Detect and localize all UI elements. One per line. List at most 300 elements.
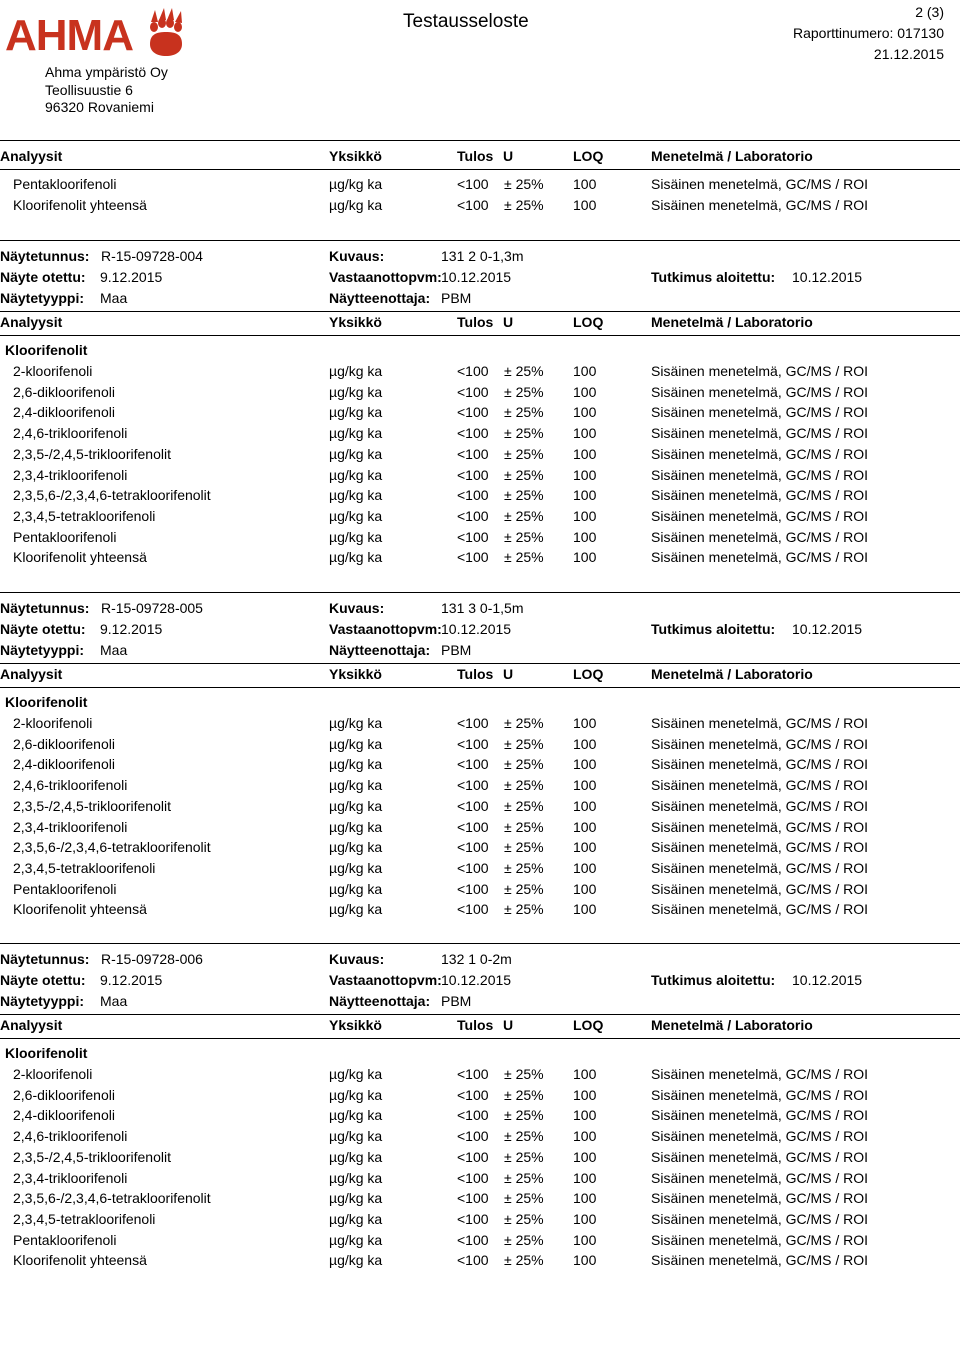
- analyte-name: Pentakloorifenoli: [13, 880, 117, 897]
- loq-cell: 100: [573, 528, 597, 545]
- page-number: 2 (3): [915, 4, 944, 20]
- column-unit: Yksikkö: [329, 1017, 382, 1033]
- column-method: Menetelmä / Laboratorio: [651, 1017, 813, 1033]
- divider-line: [0, 943, 960, 944]
- sampler-label: Näytteenottaja:: [329, 642, 431, 658]
- table-row: [0, 756, 960, 777]
- table-row: [0, 1232, 960, 1253]
- analyte-name: 2,3,4,5-tetrakloorifenoli: [13, 507, 156, 524]
- analyte-name: 2,4,6-trikloorifenoli: [13, 1128, 128, 1145]
- loq-cell: 100: [573, 1252, 597, 1269]
- method-cell: Sisäinen menetelmä, GC/MS / ROI: [651, 901, 869, 918]
- loq-cell: 100: [573, 859, 597, 876]
- logo-wordmark: AHMA: [5, 11, 133, 60]
- result-cell: <100: [457, 466, 489, 483]
- loq-cell: 100: [573, 425, 597, 442]
- company-postal: 96320 Rovaniemi: [45, 99, 154, 115]
- table-row: [0, 798, 960, 819]
- loq-cell: 100: [573, 1086, 597, 1103]
- analyte-name: 2,3,4,5-tetrakloorifenoli: [13, 1210, 156, 1227]
- method-cell: Sisäinen menetelmä, GC/MS / ROI: [651, 404, 869, 421]
- method-cell: Sisäinen menetelmä, GC/MS / ROI: [651, 445, 869, 462]
- result-cell: <100: [457, 1210, 489, 1227]
- uncertainty-cell: ± 25%: [504, 818, 544, 835]
- analyte-name: Pentakloorifenoli: [13, 1231, 117, 1248]
- result-cell: <100: [457, 1107, 489, 1124]
- loq-cell: 100: [573, 1210, 597, 1227]
- loq-cell: 100: [573, 1231, 597, 1248]
- result-cell: <100: [457, 507, 489, 524]
- analyte-name: Kloorifenolit yhteensä: [13, 901, 147, 918]
- analyte-name: 2,3,4-trikloorifenoli: [13, 466, 128, 483]
- table-row: [0, 1211, 960, 1232]
- loq-cell: 100: [573, 797, 597, 814]
- sample-id-value: R-15-09728-005: [101, 600, 203, 616]
- result-cell: <100: [457, 839, 489, 856]
- method-cell: Sisäinen menetelmä, GC/MS / ROI: [651, 1252, 869, 1269]
- table-row: [0, 467, 960, 488]
- method-cell: Sisäinen menetelmä, GC/MS / ROI: [651, 507, 869, 524]
- divider-line: [0, 169, 960, 170]
- table-row: [0, 1149, 960, 1170]
- method-cell: Sisäinen menetelmä, GC/MS / ROI: [651, 1066, 869, 1082]
- loq-cell: 100: [573, 507, 597, 524]
- method-cell: Sisäinen menetelmä, GC/MS / ROI: [651, 1231, 869, 1248]
- result-cell: <100: [457, 1148, 489, 1165]
- column-result: Tulos: [457, 148, 494, 164]
- method-cell: Sisäinen menetelmä, GC/MS / ROI: [651, 549, 869, 566]
- unit-cell: µg/kg ka: [329, 756, 383, 773]
- column-header-row: [0, 314, 960, 335]
- loq-cell: 100: [573, 1066, 597, 1082]
- report-number: Raporttinumero: 017130: [793, 25, 944, 41]
- uncertainty-cell: ± 25%: [504, 756, 544, 773]
- analyte-name: 2,4,6-trikloorifenoli: [13, 777, 128, 794]
- analyte-name: Kloorifenolit yhteensä: [13, 197, 147, 213]
- table-row: [0, 404, 960, 425]
- column-loq: LOQ: [573, 148, 604, 164]
- table-row: [0, 839, 960, 860]
- analyte-name: 2,3,5,6-/2,3,4,6-tetrakloorifenolit: [13, 1190, 211, 1207]
- loq-cell: 100: [573, 197, 597, 213]
- unit-cell: µg/kg ka: [329, 1210, 383, 1227]
- company-street: Teollisuustie 6: [45, 81, 133, 98]
- sample-id-label: Näytetunnus:: [0, 248, 90, 264]
- method-cell: Sisäinen menetelmä, GC/MS / ROI: [651, 1086, 869, 1103]
- column-analyte: Analyysit: [0, 148, 63, 164]
- received-label: Vastaanottopvm:: [329, 621, 442, 637]
- divider-line: [0, 663, 960, 664]
- column-uncertainty: U: [503, 1017, 514, 1033]
- group-title: Kloorifenolit: [5, 342, 88, 358]
- column-method: Menetelmä / Laboratorio: [651, 666, 813, 682]
- result-cell: <100: [457, 880, 489, 897]
- sampled-label: Näyte otettu:: [0, 621, 86, 637]
- uncertainty-cell: ± 25%: [504, 404, 544, 421]
- table-row: [0, 1170, 960, 1191]
- column-uncertainty: U: [503, 148, 514, 164]
- analyte-name: Kloorifenolit yhteensä: [13, 1252, 147, 1269]
- sampled-label: Näyte otettu:: [0, 972, 86, 988]
- unit-cell: µg/kg ka: [329, 1190, 383, 1207]
- table-row: [0, 176, 960, 197]
- analyte-name: 2-kloorifenoli: [13, 715, 93, 731]
- table-row: [0, 446, 960, 467]
- analyte-name: 2,4-dikloorifenoli: [13, 756, 115, 773]
- analyte-name: 2,3,4,5-tetrakloorifenoli: [13, 859, 156, 876]
- sample-type-label: Näytetyyppi:: [0, 993, 85, 1009]
- group-title: Kloorifenolit: [5, 1045, 88, 1061]
- result-cell: <100: [457, 197, 489, 213]
- sampled-value: 9.12.2015: [100, 972, 163, 988]
- column-loq: LOQ: [573, 1017, 604, 1033]
- result-cell: <100: [457, 1066, 489, 1082]
- unit-cell: µg/kg ka: [329, 404, 383, 421]
- unit-cell: µg/kg ka: [329, 797, 383, 814]
- analyte-name: 2,3,5,6-/2,3,4,6-tetrakloorifenolit: [13, 487, 211, 504]
- result-cell: <100: [457, 735, 489, 752]
- result-cell: <100: [457, 528, 489, 545]
- unit-cell: µg/kg ka: [329, 839, 383, 856]
- table-row: [0, 1107, 960, 1128]
- sample-meta-row-2: [0, 269, 960, 290]
- loq-cell: 100: [573, 487, 597, 504]
- result-cell: <100: [457, 1231, 489, 1248]
- uncertainty-cell: ± 25%: [504, 466, 544, 483]
- divider-line: [0, 335, 960, 336]
- result-cell: <100: [457, 797, 489, 814]
- unit-cell: µg/kg ka: [329, 425, 383, 442]
- uncertainty-cell: ± 25%: [504, 197, 544, 213]
- column-uncertainty: U: [503, 314, 514, 330]
- unit-cell: µg/kg ka: [329, 735, 383, 752]
- loq-cell: 100: [573, 1190, 597, 1207]
- method-cell: Sisäinen menetelmä, GC/MS / ROI: [651, 425, 869, 442]
- method-cell: Sisäinen menetelmä, GC/MS / ROI: [651, 1128, 869, 1145]
- table-row: [0, 1087, 960, 1108]
- description-value: 132 1 0-2m: [441, 951, 512, 967]
- table-row: [0, 715, 960, 736]
- received-label: Vastaanottopvm:: [329, 972, 442, 988]
- unit-cell: µg/kg ka: [329, 901, 383, 918]
- sampled-label: Näyte otettu:: [0, 269, 86, 285]
- uncertainty-cell: ± 25%: [504, 425, 544, 442]
- uncertainty-cell: ± 25%: [504, 1066, 544, 1082]
- loq-cell: 100: [573, 715, 597, 731]
- received-label: Vastaanottopvm:: [329, 269, 442, 285]
- method-cell: Sisäinen menetelmä, GC/MS / ROI: [651, 818, 869, 835]
- method-cell: Sisäinen menetelmä, GC/MS / ROI: [651, 1210, 869, 1227]
- loq-cell: 100: [573, 818, 597, 835]
- column-analyte: Analyysit: [0, 666, 63, 682]
- divider-line: [0, 311, 960, 312]
- sampler-label: Näytteenottaja:: [329, 993, 431, 1009]
- method-cell: Sisäinen menetelmä, GC/MS / ROI: [651, 859, 869, 876]
- description-label: Kuvaus:: [329, 248, 385, 264]
- uncertainty-cell: ± 25%: [504, 528, 544, 545]
- uncertainty-cell: ± 25%: [504, 1169, 544, 1186]
- uncertainty-cell: ± 25%: [504, 715, 544, 731]
- table-row: [0, 425, 960, 446]
- analyte-name: 2,6-dikloorifenoli: [13, 1086, 115, 1103]
- result-cell: <100: [457, 383, 489, 400]
- method-cell: Sisäinen menetelmä, GC/MS / ROI: [651, 735, 869, 752]
- loq-cell: 100: [573, 1128, 597, 1145]
- description-label: Kuvaus:: [329, 951, 385, 967]
- sample-meta-row-2: [0, 621, 960, 642]
- analyte-name: Kloorifenolit yhteensä: [13, 549, 147, 566]
- uncertainty-cell: ± 25%: [504, 445, 544, 462]
- uncertainty-cell: ± 25%: [504, 1252, 544, 1269]
- divider-line: [0, 1014, 960, 1015]
- table-row: [0, 549, 960, 570]
- result-cell: <100: [457, 487, 489, 504]
- method-cell: Sisäinen menetelmä, GC/MS / ROI: [651, 756, 869, 773]
- page-info: [793, 2, 944, 65]
- column-result: Tulos: [457, 666, 494, 682]
- result-cell: <100: [457, 549, 489, 566]
- document-title: Testausseloste: [403, 11, 529, 32]
- analyte-name: 2,3,5-/2,4,5-trikloorifenolit: [13, 797, 171, 814]
- uncertainty-cell: ± 25%: [504, 487, 544, 504]
- analyte-name: 2-kloorifenoli: [13, 363, 93, 379]
- loq-cell: 100: [573, 1107, 597, 1124]
- result-cell: <100: [457, 1128, 489, 1145]
- sample-id-label: Näytetunnus:: [0, 600, 90, 616]
- method-cell: Sisäinen menetelmä, GC/MS / ROI: [651, 1107, 869, 1124]
- loq-cell: 100: [573, 445, 597, 462]
- study-started-value: 10.12.2015: [792, 972, 863, 988]
- column-unit: Yksikkö: [329, 314, 382, 330]
- method-cell: Sisäinen menetelmä, GC/MS / ROI: [651, 363, 869, 379]
- column-uncertainty: U: [503, 666, 514, 682]
- uncertainty-cell: ± 25%: [504, 901, 544, 918]
- report-date: 21.12.2015: [873, 46, 944, 62]
- analyte-name: 2,4-dikloorifenoli: [13, 1107, 115, 1124]
- analyte-name: 2,4,6-trikloorifenoli: [13, 425, 128, 442]
- received-value: 10.12.2015: [441, 972, 512, 988]
- analyte-name: 2-kloorifenoli: [13, 1066, 93, 1082]
- method-cell: Sisäinen menetelmä, GC/MS / ROI: [651, 176, 869, 192]
- loq-cell: 100: [573, 756, 597, 773]
- uncertainty-cell: ± 25%: [504, 383, 544, 400]
- unit-cell: µg/kg ka: [329, 487, 383, 504]
- loq-cell: 100: [573, 383, 597, 400]
- unit-cell: µg/kg ka: [329, 549, 383, 566]
- method-cell: Sisäinen menetelmä, GC/MS / ROI: [651, 880, 869, 897]
- uncertainty-cell: ± 25%: [504, 549, 544, 566]
- unit-cell: µg/kg ka: [329, 880, 383, 897]
- uncertainty-cell: ± 25%: [504, 797, 544, 814]
- result-cell: <100: [457, 363, 489, 379]
- unit-cell: µg/kg ka: [329, 1107, 383, 1124]
- loq-cell: 100: [573, 777, 597, 794]
- table-row: [0, 529, 960, 550]
- table-row: [0, 736, 960, 757]
- method-cell: Sisäinen menetelmä, GC/MS / ROI: [651, 777, 869, 794]
- loq-cell: 100: [573, 466, 597, 483]
- table-row: [0, 1190, 960, 1211]
- result-cell: <100: [457, 1190, 489, 1207]
- uncertainty-cell: ± 25%: [504, 839, 544, 856]
- unit-cell: µg/kg ka: [329, 715, 383, 731]
- sample-meta-row-1: [0, 248, 960, 269]
- column-unit: Yksikkö: [329, 666, 382, 682]
- sampled-value: 9.12.2015: [100, 621, 163, 637]
- unit-cell: µg/kg ka: [329, 383, 383, 400]
- sample-meta-row-3: [0, 993, 960, 1014]
- sample-id-value: R-15-09728-006: [101, 951, 203, 967]
- sample-type-value: Maa: [100, 290, 128, 306]
- unit-cell: µg/kg ka: [329, 1128, 383, 1145]
- method-cell: Sisäinen menetelmä, GC/MS / ROI: [651, 1169, 869, 1186]
- study-started-label: Tutkimus aloitettu:: [651, 269, 776, 285]
- table-row: [0, 881, 960, 902]
- result-cell: <100: [457, 859, 489, 876]
- analyte-name: 2,4-dikloorifenoli: [13, 404, 115, 421]
- uncertainty-cell: ± 25%: [504, 859, 544, 876]
- unit-cell: µg/kg ka: [329, 777, 383, 794]
- method-cell: Sisäinen menetelmä, GC/MS / ROI: [651, 528, 869, 545]
- table-row: [0, 363, 960, 384]
- unit-cell: µg/kg ka: [329, 507, 383, 524]
- description-value: 131 2 0-1,3m: [441, 248, 524, 264]
- column-header-row: [0, 148, 960, 169]
- loq-cell: 100: [573, 404, 597, 421]
- divider-line: [0, 140, 960, 141]
- ahma-logo: [5, 8, 205, 60]
- loq-cell: 100: [573, 549, 597, 566]
- study-started-value: 10.12.2015: [792, 269, 863, 285]
- column-result: Tulos: [457, 314, 494, 330]
- result-cell: <100: [457, 404, 489, 421]
- loq-cell: 100: [573, 1148, 597, 1165]
- loq-cell: 100: [573, 735, 597, 752]
- divider-line: [0, 592, 960, 593]
- uncertainty-cell: ± 25%: [504, 507, 544, 524]
- result-cell: <100: [457, 1169, 489, 1186]
- loq-cell: 100: [573, 176, 597, 192]
- method-cell: Sisäinen menetelmä, GC/MS / ROI: [651, 1190, 869, 1207]
- uncertainty-cell: ± 25%: [504, 1210, 544, 1227]
- method-cell: Sisäinen menetelmä, GC/MS / ROI: [651, 487, 869, 504]
- method-cell: Sisäinen menetelmä, GC/MS / ROI: [651, 1148, 869, 1165]
- unit-cell: µg/kg ka: [329, 1148, 383, 1165]
- sample-meta-row-1: [0, 951, 960, 972]
- column-result: Tulos: [457, 1017, 494, 1033]
- paw-icon: [145, 8, 189, 60]
- sampled-value: 9.12.2015: [100, 269, 163, 285]
- analyte-name: 2,3,4-trikloorifenoli: [13, 818, 128, 835]
- table-row: [0, 1252, 960, 1273]
- loq-cell: 100: [573, 1169, 597, 1186]
- company-address: [45, 64, 168, 117]
- uncertainty-cell: ± 25%: [504, 1107, 544, 1124]
- table-row: [0, 197, 960, 218]
- unit-cell: µg/kg ka: [329, 859, 383, 876]
- sample-meta-row-1: [0, 600, 960, 621]
- loq-cell: 100: [573, 880, 597, 897]
- received-value: 10.12.2015: [441, 269, 512, 285]
- sampler-value: PBM: [441, 290, 472, 306]
- divider-line: [0, 240, 960, 241]
- study-started-label: Tutkimus aloitettu:: [651, 972, 776, 988]
- table-row: [0, 819, 960, 840]
- method-cell: Sisäinen menetelmä, GC/MS / ROI: [651, 197, 869, 213]
- study-started-value: 10.12.2015: [792, 621, 863, 637]
- sample-meta-row-3: [0, 642, 960, 663]
- received-value: 10.12.2015: [441, 621, 512, 637]
- unit-cell: µg/kg ka: [329, 1066, 383, 1082]
- method-cell: Sisäinen menetelmä, GC/MS / ROI: [651, 466, 869, 483]
- result-cell: <100: [457, 1252, 489, 1269]
- uncertainty-cell: ± 25%: [504, 1190, 544, 1207]
- table-row: [0, 1128, 960, 1149]
- result-cell: <100: [457, 425, 489, 442]
- uncertainty-cell: ± 25%: [504, 363, 544, 379]
- sampler-label: Näytteenottaja:: [329, 290, 431, 306]
- column-loq: LOQ: [573, 314, 604, 330]
- description-label: Kuvaus:: [329, 600, 385, 616]
- study-started-label: Tutkimus aloitettu:: [651, 621, 776, 637]
- sample-meta-row-3: [0, 290, 960, 311]
- table-row: [0, 901, 960, 922]
- uncertainty-cell: ± 25%: [504, 1086, 544, 1103]
- analyte-name: 2,6-dikloorifenoli: [13, 383, 115, 400]
- method-cell: Sisäinen menetelmä, GC/MS / ROI: [651, 839, 869, 856]
- description-value: 131 3 0-1,5m: [441, 600, 524, 616]
- result-cell: <100: [457, 818, 489, 835]
- sample-type-label: Näytetyyppi:: [0, 290, 85, 306]
- uncertainty-cell: ± 25%: [504, 1128, 544, 1145]
- report-header: [0, 0, 960, 140]
- method-cell: Sisäinen menetelmä, GC/MS / ROI: [651, 797, 869, 814]
- unit-cell: µg/kg ka: [329, 363, 383, 379]
- method-cell: Sisäinen menetelmä, GC/MS / ROI: [651, 715, 869, 731]
- analyte-name: Pentakloorifenoli: [13, 176, 117, 192]
- sample-type-value: Maa: [100, 642, 128, 658]
- loq-cell: 100: [573, 839, 597, 856]
- sampler-value: PBM: [441, 993, 472, 1009]
- column-header-row: [0, 1017, 960, 1038]
- sample-type-value: Maa: [100, 993, 128, 1009]
- table-row: [0, 860, 960, 881]
- sample-meta-row-2: [0, 972, 960, 993]
- unit-cell: µg/kg ka: [329, 1231, 383, 1248]
- uncertainty-cell: ± 25%: [504, 176, 544, 192]
- result-cell: <100: [457, 715, 489, 731]
- column-analyte: Analyysit: [0, 1017, 63, 1033]
- result-cell: <100: [457, 1086, 489, 1103]
- table-row: [0, 1066, 960, 1087]
- loq-cell: 100: [573, 363, 597, 379]
- unit-cell: µg/kg ka: [329, 1086, 383, 1103]
- sample-type-label: Näytetyyppi:: [0, 642, 85, 658]
- loq-cell: 100: [573, 901, 597, 918]
- group-title: Kloorifenolit: [5, 694, 88, 710]
- column-method: Menetelmä / Laboratorio: [651, 148, 813, 164]
- unit-cell: µg/kg ka: [329, 197, 383, 213]
- analyte-name: 2,3,5,6-/2,3,4,6-tetrakloorifenolit: [13, 839, 211, 856]
- column-unit: Yksikkö: [329, 148, 382, 164]
- column-method: Menetelmä / Laboratorio: [651, 314, 813, 330]
- uncertainty-cell: ± 25%: [504, 735, 544, 752]
- unit-cell: µg/kg ka: [329, 818, 383, 835]
- unit-cell: µg/kg ka: [329, 528, 383, 545]
- divider-line: [0, 1038, 960, 1039]
- analyte-name: 2,3,4-trikloorifenoli: [13, 1169, 128, 1186]
- result-cell: <100: [457, 445, 489, 462]
